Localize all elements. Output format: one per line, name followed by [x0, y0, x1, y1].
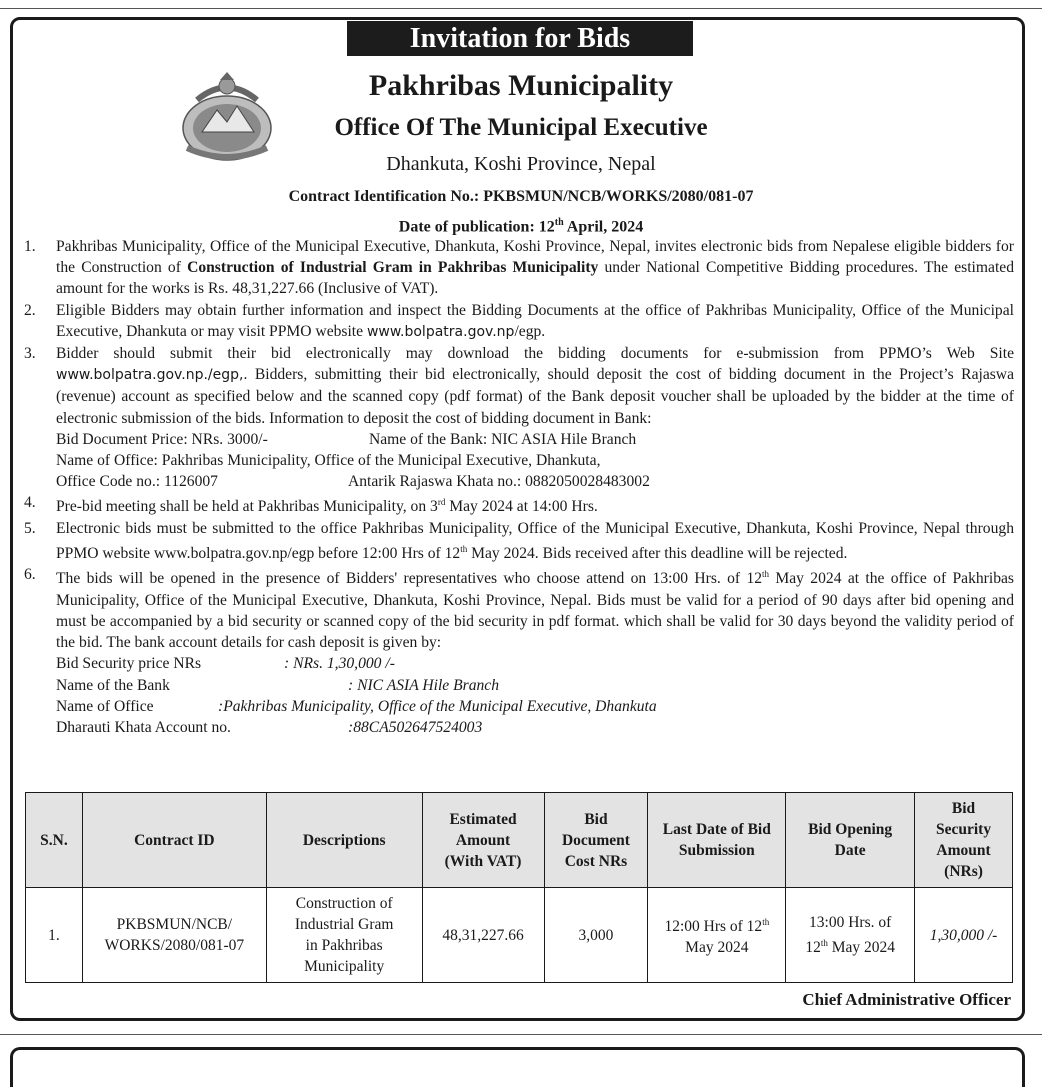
- clause-1: 1. Pakhribas Municipality, Office of the Municipal Executive, Dhankuta, Koshi Province, Nepal, invites electronic bids from Nepalese eligible bidders for the Construction of Construction of Industrial Gram in Pakhribas Municipality under National Competitive Bidding procedures. The estimated amount for the works is Rs. 48,31,227.66 (Inclusive of VAT).: [24, 238, 1014, 298]
- cell-doc-cost: 3,000: [544, 888, 648, 983]
- col-last-date: Last Date of Bid Submission: [648, 793, 786, 888]
- publication-date: Date of publication: 12th April, 2024: [398, 217, 644, 236]
- clause-5: 5. Electronic bids must be submitted to the office Pakhribas Municipality, Office of the Municipal Executive, Dhankuta, Koshi Province, Nepal through PPMO website www.bolpatra.gov.np/egp before 12:00 Hrs of 12th May 2024. Bids received after this deadline will be rejected.: [24, 519, 1014, 563]
- table-header-row: [26, 793, 1013, 888]
- cell-sn: 1.: [26, 888, 83, 983]
- clause-3: 3. Bidder should submit their bid electronically may download the bidding documents for e-submission from PPMO’s Web Site www.bolpatra.gov.np./egp,. Bidders, submitting their bid electronically, should deposit the cost of bidding document in the Project’s Rajaswa (revenue) account as specified below and the scanned copy (pdf format) of the Bank deposit voucher shall be uploaded by the bidder at the time of electronic submission of the bids. Information to deposit the cost of bidding document in Bank: Bid Document Price: NRs. 3000/- Name of the Bank: NIC ASIA Hile Branch Name of Office: Pakhribas Municipality, Office of the Municipal Executive, Dhankuta, Office Code no.: 1126007 Antarik Rajaswa Khata no.: 0882050028483002: [24, 343, 1014, 492]
- cell-security-amount: 1,30,000 /-: [915, 888, 1013, 983]
- col-doc-cost: Bid Document Cost NRs: [544, 793, 648, 888]
- office-name: Office Of The Municipal Executive: [334, 114, 708, 141]
- location: Dhankuta, Koshi Province, Nepal: [386, 153, 656, 175]
- next-notice-border: [10, 1047, 1025, 1087]
- security-row-3: Name of Office :Pakhribas Municipality, Office of the Municipal Executive, Dhankuta: [56, 697, 657, 715]
- org-name: Pakhribas Municipality: [368, 69, 674, 102]
- bid-table: [25, 792, 1013, 983]
- cell-estimated-amount: 48,31,227.66: [422, 888, 544, 983]
- contract-id: Contract Identification No.: PKBSMUN/NCB/WORKS/2080/081-07: [288, 188, 754, 205]
- cell-contract-id: PKBSMUN/NCB/ WORKS/2080/081-07: [82, 888, 266, 983]
- bank-info-row-1: Bid Document Price: NRs. 3000/- Name of the Bank: NIC ASIA Hile Branch: [56, 430, 637, 448]
- ppmo-link[interactable]: www.bolpatra.gov.np: [366, 323, 515, 340]
- col-contract-id: Contract ID: [82, 793, 266, 888]
- security-row-2: Name of the Bank : NIC ASIA Hile Branch: [56, 676, 500, 694]
- security-row-1: Bid Security price NRs : NRs. 1,30,000 /-: [56, 655, 395, 673]
- cell-opening-date: 13:00 Hrs. of 12th May 2024: [786, 888, 915, 983]
- col-security-amount: Bid Security Amount (NRs): [915, 793, 1013, 888]
- egp-link[interactable]: www.bolpatra.gov.np./egp,: [56, 367, 244, 384]
- notice-banner: Invitation for Bids: [347, 21, 693, 56]
- bottom-rule: [0, 1034, 1042, 1035]
- bank-info-row-3: Office Code no.: 1126007 Antarik Rajaswa Khata no.: 0882050028483002: [56, 473, 650, 491]
- table-row: [26, 888, 1013, 983]
- clause-4: 4. Pre-bid meeting shall be held at Pakhribas Municipality, on 3rd May 2024 at 14:00 Hrs.: [24, 494, 598, 516]
- notice-body: [24, 236, 1014, 738]
- clause-6: 6. The bids will be opened in the presence of Bidders' representatives who choose attend on 13:00 Hrs. of 12th May 2024 at the office of Pakhribas Municipality, Office of the Municipal Executive, Dhankuta, Koshi Province, Nepal. Bids must be valid for a period of 90 days after bid opening and must be accompanied by a bid security or scanned copy of the bid security in pdf format. which shall be valid for 30 days beyond the validity period of the bid. The bank account details for cash deposit is given by: Bid Security price NRs : NRs. 1,30,000 /- Name of the Bank : NIC ASIA Hile Branch Name of Office :Pakhribas Municipality, Office of the Municipal Executive, Dhankuta Dharauti Khata Account no. :88CA502647524003: [24, 564, 1014, 738]
- col-estimated-amount: Estimated Amount (With VAT): [422, 793, 544, 888]
- col-sn: S.N.: [26, 793, 83, 888]
- security-row-4: Dharauti Khata Account no. :88CA502647524003: [56, 718, 483, 736]
- cell-description: Construction of Industrial Gram in Pakhribas Municipality: [266, 888, 422, 983]
- bank-info-row-2: Name of Office: Pakhribas Municipality, Office of the Municipal Executive, Dhankuta,: [56, 452, 601, 470]
- signoff: Chief Administrative Officer: [802, 990, 1011, 1009]
- clause-2: 2. Eligible Bidders may obtain further information and inspect the Bidding Documents at the office of Pakhribas Municipality, Office of the Municipal Executive, Dhankuta or may visit PPMO website www.bolpatra.gov.np/egp.: [24, 301, 1014, 340]
- col-opening-date: Bid Opening Date: [786, 793, 915, 888]
- top-rule: [0, 8, 1042, 9]
- cell-last-date: 12:00 Hrs of 12th May 2024: [648, 888, 786, 983]
- col-descriptions: Descriptions: [266, 793, 422, 888]
